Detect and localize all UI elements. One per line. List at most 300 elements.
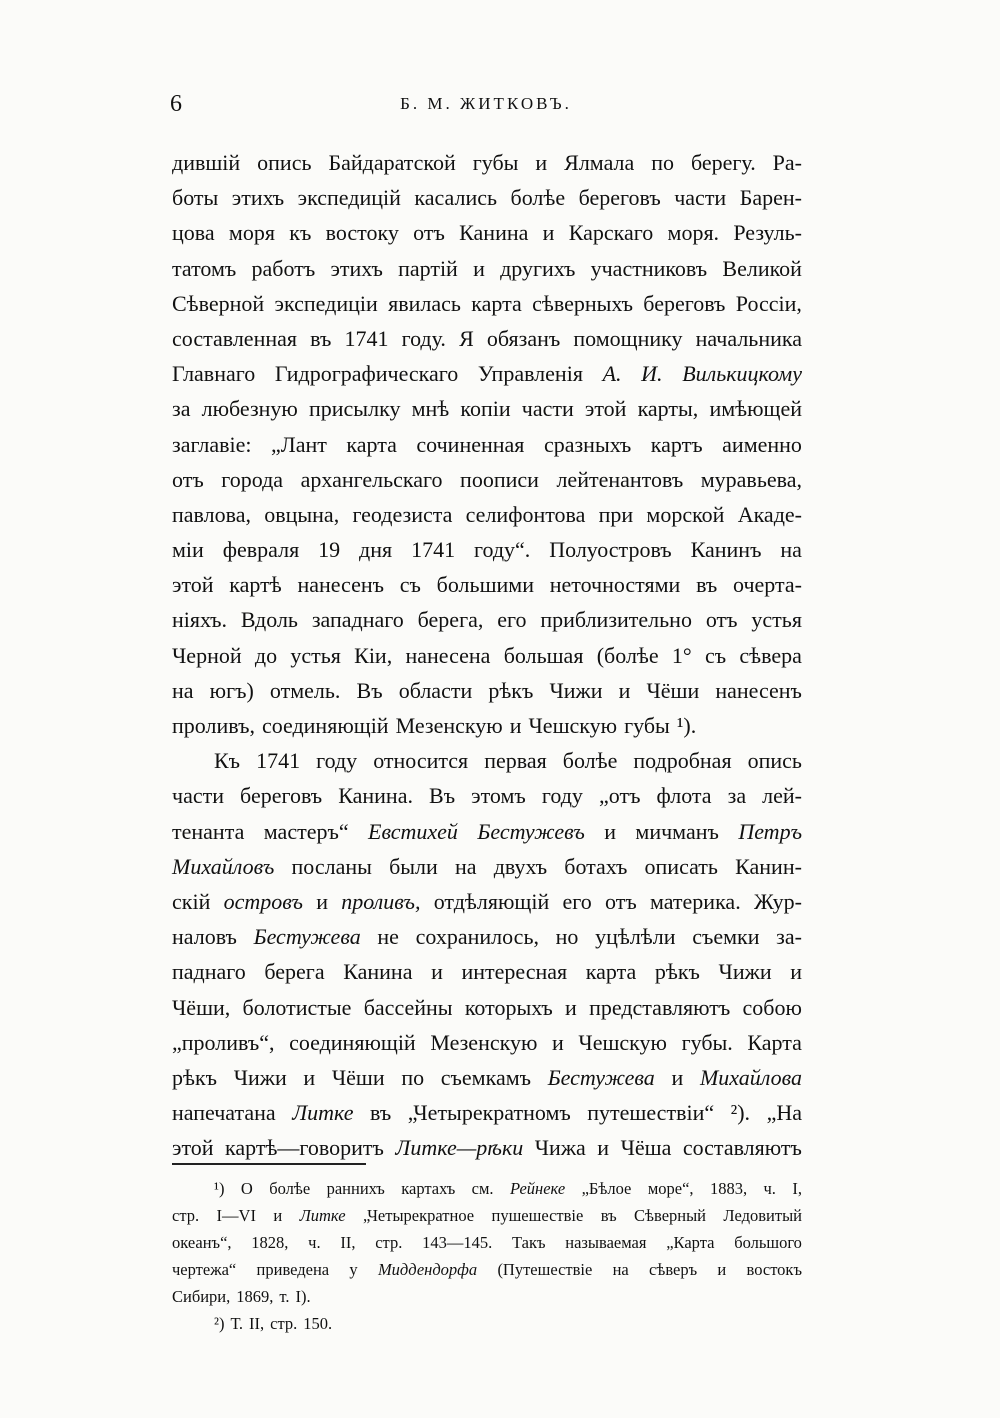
word: болотистые xyxy=(242,994,352,1020)
word: ч. xyxy=(308,1233,321,1252)
text-line xyxy=(172,321,802,356)
word: заглавіе: xyxy=(172,431,252,457)
footnote-line xyxy=(172,1229,802,1256)
word: 1883, xyxy=(709,1179,748,1198)
word: были xyxy=(389,853,438,879)
word: этой xyxy=(584,396,627,422)
word: пушешествіе xyxy=(491,1206,584,1225)
word: 1869, xyxy=(236,1287,274,1306)
page-number: 6 xyxy=(170,91,182,117)
word: за xyxy=(172,396,191,422)
word: отмель. xyxy=(269,677,341,703)
word: Евстихей xyxy=(368,818,458,844)
word: Рейнеке xyxy=(509,1179,566,1198)
text-line xyxy=(172,180,802,215)
word: берега, xyxy=(417,607,484,633)
running-title: Б. М. ЖИТКОВЪ. xyxy=(400,94,572,113)
word: картъ xyxy=(650,431,703,457)
word: нанесенъ xyxy=(715,677,802,703)
word: году xyxy=(316,748,358,774)
word: и xyxy=(473,255,485,281)
word: съемкамъ xyxy=(440,1064,532,1090)
word: опись xyxy=(747,748,802,774)
word: бассейны xyxy=(363,994,453,1020)
word: въ xyxy=(310,325,332,351)
word: картѣ xyxy=(229,572,282,598)
text-line xyxy=(172,743,802,778)
word: году. xyxy=(401,325,446,351)
word: большого xyxy=(734,1233,802,1252)
word: 1° xyxy=(671,642,692,668)
word: Въ xyxy=(356,677,383,703)
word: съемки xyxy=(692,924,760,950)
word: и xyxy=(303,1064,316,1090)
footnotes xyxy=(172,1175,802,1337)
word: стр. xyxy=(172,1206,200,1225)
word: Барен- xyxy=(739,185,802,211)
word: устья xyxy=(751,607,802,633)
word: части xyxy=(674,185,727,211)
footnote-line xyxy=(172,1202,802,1229)
word: отъ xyxy=(172,466,204,492)
word: и xyxy=(671,1064,684,1090)
word: островъ xyxy=(223,888,303,914)
word: Мезенскую xyxy=(395,713,503,738)
word: Чёша xyxy=(620,1135,672,1161)
text-line xyxy=(172,1025,802,1060)
word: западнаго xyxy=(311,607,404,633)
word: у xyxy=(349,1260,358,1279)
word: селифонтова xyxy=(465,501,586,527)
word: Гидрографическаго xyxy=(274,361,459,387)
word: дившій xyxy=(172,150,241,175)
word: востокъ xyxy=(746,1260,802,1279)
word: картѣ—говоритъ xyxy=(225,1135,384,1161)
word: 1828, xyxy=(251,1233,289,1252)
word: посланы xyxy=(291,853,372,879)
word: Мезенскую xyxy=(430,1029,538,1055)
word: Вилькицкому xyxy=(682,361,802,387)
word: части xyxy=(521,396,574,422)
word: Сѣверный xyxy=(634,1206,707,1225)
word: Россіи, xyxy=(735,290,802,316)
word: Петръ xyxy=(738,818,802,844)
word: Бестужева xyxy=(253,924,361,950)
word: мнѣ xyxy=(411,396,450,422)
word: паднаго xyxy=(172,959,246,985)
text-line xyxy=(172,673,802,708)
word: „На xyxy=(766,1100,802,1126)
word: океанъ“, xyxy=(172,1233,232,1252)
word: 1741 xyxy=(411,537,456,563)
text-line xyxy=(172,849,802,884)
word: напечатана xyxy=(172,1100,276,1126)
word: цова xyxy=(172,220,215,246)
word: работъ xyxy=(251,255,316,281)
word: части xyxy=(172,783,224,809)
word: Миддендорфа xyxy=(377,1260,478,1279)
word: губы xyxy=(472,150,519,175)
word: и xyxy=(316,888,328,914)
text-line xyxy=(172,215,802,250)
word: рѣкъ xyxy=(654,959,700,985)
word: сѣверъ xyxy=(649,1260,698,1279)
text-line xyxy=(172,778,802,813)
text-line xyxy=(172,954,802,989)
word: поописи xyxy=(460,466,539,492)
page-header xyxy=(170,88,802,120)
word: относится xyxy=(373,748,469,774)
word: имѣющей xyxy=(709,396,802,422)
text-line xyxy=(172,814,802,849)
text-line xyxy=(172,145,802,180)
text-line xyxy=(172,708,802,743)
word: „Карта xyxy=(666,1233,715,1252)
word: Вдоль xyxy=(240,607,298,633)
footnote-line xyxy=(172,1175,802,1202)
word: Жур- xyxy=(753,888,802,914)
word: его xyxy=(562,888,592,914)
word: болѣе xyxy=(510,185,566,211)
word: см. xyxy=(471,1179,494,1198)
word: сочиненная xyxy=(416,431,525,457)
word: этихъ xyxy=(231,185,285,211)
word: и xyxy=(431,959,443,985)
word: Управленія xyxy=(477,361,583,387)
word: тенанта xyxy=(172,818,245,844)
word: и xyxy=(604,818,616,844)
word: путешествіи“ xyxy=(587,1100,715,1126)
word: стр. xyxy=(375,1233,403,1252)
text-line xyxy=(172,356,802,391)
word: Чижи xyxy=(549,677,603,703)
word: „Бѣлое xyxy=(581,1179,632,1198)
word: Чешскую xyxy=(578,1029,667,1055)
word: и xyxy=(717,1260,727,1279)
word: сѣвера xyxy=(739,642,802,668)
word: И. xyxy=(641,361,663,387)
text-line xyxy=(172,602,802,637)
word: начальника xyxy=(695,325,802,351)
word: ботахъ xyxy=(564,853,628,879)
word: Бестужева xyxy=(547,1064,655,1090)
word: и xyxy=(618,677,631,703)
word: описать xyxy=(644,853,718,879)
word: въ xyxy=(600,1206,617,1225)
word: ніяхъ. xyxy=(172,607,228,633)
word: году xyxy=(541,783,583,809)
word: копіи xyxy=(460,396,511,422)
word: Ялмала xyxy=(564,150,635,175)
word: явилась xyxy=(388,290,461,316)
word: сѣверныхъ xyxy=(532,290,633,316)
word: проливъ, xyxy=(172,713,255,738)
word: Михайловъ xyxy=(172,853,275,879)
word: Резуль- xyxy=(733,220,802,246)
word: А. xyxy=(602,361,622,387)
word: большая xyxy=(503,642,584,668)
word: двухъ xyxy=(493,853,548,879)
text-line xyxy=(172,990,802,1025)
word: „проливъ“, xyxy=(172,1029,275,1055)
word: Къ xyxy=(214,748,241,774)
word: Полуостровъ xyxy=(549,537,672,563)
text-line xyxy=(172,497,802,532)
word: Великой xyxy=(722,255,802,281)
word: „Четырекратное xyxy=(362,1206,475,1225)
word: въ xyxy=(696,572,718,598)
word: геодезиста xyxy=(352,501,453,527)
word: любезную xyxy=(201,396,298,422)
word: Такъ xyxy=(511,1233,546,1252)
word: Канина xyxy=(459,220,529,246)
word: съ xyxy=(704,642,727,668)
word: называемая xyxy=(565,1233,647,1252)
text-line xyxy=(172,567,802,602)
word: береговъ xyxy=(643,290,726,316)
word: февраля xyxy=(222,537,300,563)
word: архангельскаго xyxy=(300,466,443,492)
word: „отъ xyxy=(598,783,641,809)
word: 150. xyxy=(303,1314,333,1333)
word: Я xyxy=(459,325,474,351)
word: карты, xyxy=(637,396,699,422)
word: „Четырекратномъ xyxy=(407,1100,571,1126)
footnote-line xyxy=(172,1283,802,1310)
word: въ xyxy=(370,1100,392,1126)
word: Карскаго xyxy=(568,220,654,246)
word: (Путешествіе xyxy=(497,1260,593,1279)
word: лейтенантовъ xyxy=(556,466,684,492)
word: большими xyxy=(436,572,534,598)
word: Акаде- xyxy=(737,501,802,527)
word: по xyxy=(401,1064,425,1090)
word: отдѣляющій xyxy=(433,888,550,914)
word: составляютъ xyxy=(682,1135,802,1161)
word: 143—145. xyxy=(422,1233,493,1252)
word: береговъ xyxy=(240,783,323,809)
word: II, xyxy=(340,1233,356,1252)
word: Черной xyxy=(172,642,242,668)
text-line xyxy=(172,884,802,919)
word: этой xyxy=(172,572,214,598)
word: ¹). xyxy=(676,713,697,738)
word: до xyxy=(254,642,278,668)
word: Литке—рѣки xyxy=(395,1135,524,1161)
word: сохранилось, xyxy=(415,924,539,950)
word: подробная xyxy=(633,748,732,774)
word: этомъ xyxy=(471,783,526,809)
word: этой xyxy=(172,1135,214,1161)
word: павлова, xyxy=(172,501,251,527)
word: на xyxy=(612,1260,629,1279)
word: и xyxy=(509,713,522,738)
word: болѣе xyxy=(269,1179,311,1198)
word: муравьева, xyxy=(700,466,802,492)
word: области xyxy=(398,677,473,703)
word: Байдаратской xyxy=(328,150,456,175)
word: карта xyxy=(346,431,397,457)
word: Канина. xyxy=(338,783,413,809)
word: моря. xyxy=(667,220,720,246)
word: (болѣе xyxy=(596,642,659,668)
word: присылку xyxy=(309,396,401,422)
word: Главнаго xyxy=(172,361,256,387)
word: и xyxy=(552,1029,564,1055)
word: обязанъ xyxy=(486,325,561,351)
word: интересная xyxy=(461,959,568,985)
text-line xyxy=(172,462,802,497)
word: и xyxy=(565,994,577,1020)
word: Чижи xyxy=(718,959,772,985)
word: на xyxy=(172,677,194,703)
word: Сѣверной xyxy=(172,290,265,316)
word: и xyxy=(273,1206,283,1225)
word: татомъ xyxy=(172,255,237,281)
word: отъ xyxy=(413,220,445,246)
word: 1741 xyxy=(256,748,301,774)
text-line xyxy=(172,1095,802,1130)
text-line xyxy=(172,427,802,462)
word: раннихъ xyxy=(326,1179,385,1198)
word: Канинъ xyxy=(690,537,762,563)
word: скій xyxy=(172,888,211,914)
word: этихъ xyxy=(330,255,383,281)
word: I—VI xyxy=(216,1206,256,1225)
word: болѣе xyxy=(562,748,618,774)
word: экспедиціи xyxy=(274,290,378,316)
word: море“, xyxy=(647,1179,694,1198)
word: моря xyxy=(228,220,275,246)
word: Бестужевъ xyxy=(477,818,585,844)
word: его xyxy=(497,607,527,633)
word: картахъ xyxy=(401,1179,456,1198)
word: партій xyxy=(398,255,458,281)
word: югъ) xyxy=(209,677,254,703)
word: Ледовитый xyxy=(723,1206,802,1225)
text-line xyxy=(172,286,802,321)
word: году“. xyxy=(473,537,531,563)
word: отъ xyxy=(605,888,637,914)
word: нанесена xyxy=(405,642,491,668)
word: овцына, xyxy=(264,501,340,527)
word: губы xyxy=(624,713,670,738)
word: карта xyxy=(585,959,637,985)
word: „Лант xyxy=(271,431,327,457)
word: не xyxy=(377,924,399,950)
word: Чешскую xyxy=(528,713,618,738)
word: Въ xyxy=(429,783,456,809)
word: опись xyxy=(257,150,312,175)
word: экспедицій xyxy=(297,185,401,211)
text-line xyxy=(172,251,802,286)
word: Карта xyxy=(747,1029,802,1055)
word: берегу. xyxy=(690,150,756,175)
word: міи xyxy=(172,537,204,563)
word: съ xyxy=(399,572,421,598)
word: I, xyxy=(792,1179,802,1198)
word: приведена xyxy=(256,1260,330,1279)
word: мастеръ“ xyxy=(263,818,349,844)
word: при xyxy=(598,501,634,527)
word: нанесенъ xyxy=(297,572,385,598)
text-line xyxy=(172,638,802,673)
word: чертежа“ xyxy=(172,1260,237,1279)
word: города xyxy=(221,466,284,492)
word: на xyxy=(454,853,477,879)
word: первая xyxy=(484,748,547,774)
word: соединяющій xyxy=(289,1029,416,1055)
word: Кіи, xyxy=(354,642,393,668)
word: и xyxy=(542,220,555,246)
word: ²). xyxy=(730,1100,751,1126)
word: на xyxy=(780,537,802,563)
footnote-line xyxy=(172,1256,802,1283)
word: боты xyxy=(172,185,219,211)
word: помощнику xyxy=(573,325,683,351)
word: уцѣлѣли xyxy=(595,924,676,950)
word: по xyxy=(651,150,674,175)
word: рѣкъ xyxy=(172,1064,218,1090)
word: за- xyxy=(776,924,802,950)
word: т. xyxy=(279,1287,290,1306)
word: II, xyxy=(249,1314,265,1333)
word: другихъ xyxy=(500,255,576,281)
word: береговъ xyxy=(578,185,661,211)
word: Чижи xyxy=(233,1064,287,1090)
word: ²) xyxy=(214,1314,225,1333)
word: и xyxy=(535,150,548,175)
word: лей- xyxy=(762,783,802,809)
word: Т. xyxy=(230,1314,244,1333)
word: приблизительно xyxy=(540,607,692,633)
word: представляютъ xyxy=(589,994,731,1020)
footnote-line xyxy=(172,1310,802,1337)
word: ч. xyxy=(763,1179,776,1198)
word: Литке xyxy=(292,1100,354,1126)
text-line xyxy=(172,391,802,426)
word: за xyxy=(727,783,747,809)
word: востоку xyxy=(325,220,399,246)
word: сразныхъ xyxy=(543,431,632,457)
word: Сибири, xyxy=(172,1287,231,1306)
word: неточностями xyxy=(549,572,681,598)
word: Чижа xyxy=(534,1135,586,1161)
word: наловъ xyxy=(172,924,237,950)
word: губы. xyxy=(681,1029,733,1055)
word: очерта- xyxy=(733,572,802,598)
word: карта xyxy=(471,290,522,316)
word: Литке xyxy=(299,1206,346,1225)
word: флота xyxy=(656,783,712,809)
word: мичманъ xyxy=(635,818,719,844)
word: проливъ, xyxy=(341,888,421,914)
footnote-divider xyxy=(172,1163,366,1165)
word: ¹) xyxy=(214,1179,225,1198)
word: аименно xyxy=(722,431,802,457)
word: берега xyxy=(264,959,325,985)
word: стр. xyxy=(270,1314,298,1333)
text-line xyxy=(172,1130,802,1165)
word: I). xyxy=(295,1287,311,1306)
word: О xyxy=(240,1179,253,1198)
word: Чёши xyxy=(646,677,700,703)
word: материка. xyxy=(649,888,741,914)
word: и xyxy=(597,1135,610,1161)
word: къ xyxy=(289,220,312,246)
word: собою xyxy=(742,994,802,1020)
word: дня xyxy=(359,537,393,563)
